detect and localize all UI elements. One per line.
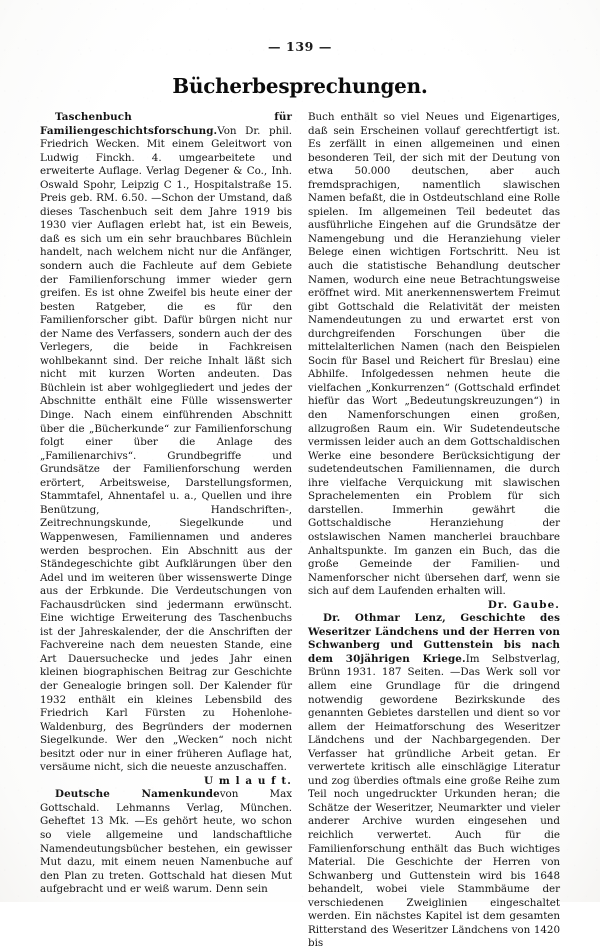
review-namenkunde-headword: Deutsche Namenkunde [55,788,220,801]
review-namenkunde-signature: Dr. Gaube. [487,598,560,611]
review-lenz-body: Das Werk soll vor allem eine Grundlage für die dringend notwendig gewordene Bezirkskunde des genannten Gebietes darstellen und dient so vor allem der Heimatforschung des Weseritzer Ländchens und der Nachbargegenden. Der Verfasser hat gründliche Arbeit getan. Er verwertete kritisch alle einschlägige Literatur und zog überdies oftmals eine große Reihe zum Teil noch ungedruckter Urkunden heran; die Schätze der Weseritzer, Neumarkter und vieler anderer Archive wurden eingesehen und reichlich verwertet. Auch für die Familienforschung enthält das Buch wichtiges Material. Die Geschichte der Herren von Schwanberg und Guttenstein wird bis 1648 behandelt, wobei viele Stammbäume der verschiedenen Zweiglinien eingeschaltet werden. Ein nächstes Kapitel ist dem gesamten Ritterstand des Weseritzer Ländchens von 1420 bis [308,666,560,950]
review-taschenbuch-body: Schon der Umstand, daß dieses Taschenbuch seit dem Jahre 1919 bis 1930 vier Auflagen erlebt hat, ist ein Beweis, daß es sich um ein sehr brauchbares Büchlein handelt, nach welchem nicht nur die Anfänger, sondern auch die Fachleute auf dem Gebiete der Familienforschung immer wieder gern greifen. Es ist ohne Zweifel bis heute einer der besten Ratgeber, die es für den Familienforscher gibt. Dafür bürgen nicht nur der Name des Verfassers, sondern auch der des Verlegers, die beide in Fachkreisen wohlbekannt sind. Der reiche Inhalt läßt sich nicht mit kurzen Worten andeuten. Das Büchlein ist aber wohlgegliedert und jedes der Abschnitte enthält eine Fülle wissenswerter Dinge. Nach einem einführenden Abschnitt über die „Bücherkunde“ zur Familienforschung folgt einer über die Anlage des „Familienarchivs“. Grundbegriffe und Grundsätze der Familienforschung werden erörtert, Arbeitsweise, Darstellungsformen, Stammtafel, Ahnentafel u. a., Quellen und ihre Benützung, Handschriften-, Zeitrechnungskunde, Siegelkunde und Wappenwesen, Familiennamen und anderes werden besprochen. Ein Abschnitt aus der Ständegeschichte gibt Aufklärungen über den Adel und im weiteren über wissenswerte Dinge aus der Erbkunde. Die Verdeutschungen von Fachausdrücken sind jedermann erwünscht. Eine wichtige Erweiterung des Taschenbuchs ist der Jahreskalender, der die Anschriften der Fachvereine nach dem neuesten Stande, eine Art Dauersuchecke und jedes Jahr einen kleinen biographischen Beitrag zur Geschichte der Genealogie bringen soll. Der Kalender für 1932 enthält ein kleines Lebensbild des Friedrich Karl Fürsten zu Hohenlohe-Waldenburg, des Begründers der modernen Siegelkunde. Wer den „Wecken“ noch nicht besitzt oder nur in einer früheren Auflage hat, versäume nicht, sich die neueste anzuschaffen. [40,192,292,774]
right-column [308,111,560,951]
review-namenkunde-continuation [308,111,560,599]
review-namenkunde-continuation-text: Buch enthält so viel Neues und Eigenartiges, daß sein Erscheinen vollauf gerechtfertigt ist. Es zerfällt in einen allgemeinen und einen besonderen Teil, der sich mit der Deutung von etwa 50.000 deutschen, aber auch fremdsprachigen, namentlich slawischen Namen befaßt, die in Ostdeutschland eine Rolle spielen. Im allgemeinen Teil bedeutet das ausführliche Eingehen auf die Grundsätze der Namengebung und die Heranziehung vieler Belege einen wichtigen Fortschritt. Neu ist auch die statistische Behandlung deutscher Namen, wodurch eine neue Betrachtungsweise eröffnet wird. Mit anerkennenswertem Freimut gibt Gottschald die Relativität der meisten Namendeutungen zu und erwartet erst von durchgreifenden Forschungen über die mittelalterlichen Namen (nach den Beispielen Socin für Basel und Reichert für Breslau) eine Abhilfe. Infolgedessen nehmen heute die vielfachen „Konkurrenzen“ (Gottschald erfindet hiefür das Wort „Bedeutungskreuzungen“) in den Namenforschungen einen großen, allzugroßen Raum ein. Wir Sudetendeutsche vermissen leider auch an dem Gottschaldischen Werke eine besondere Berücksichtigung der sudetendeutschen Familiennamen, die durch ihre vielfache Verquickung mit slawischen Sprachelementen ein Problem für sich darstellen. Immerhin gewährt die Gottschaldische Heranziehung der ostslawischen Namen mancherlei brauchbare Anhaltspunkte. Im ganzen ein Buch, das die große Gemeinde der Familien- und Namenforscher nicht übersehen darf, wenn sie sich auf dem Laufenden erhalten will. [308,111,560,598]
review-taschenbuch-opening [40,111,292,775]
review-taschenbuch-bibliographic: Von Dr. phil. Friedrich Wecken. Mit einem Geleitwort von Ludwig Finckh. 4. umgearbeitete und erweiterte Auflage. Verlag Degener & Co., Inh. Oswald Spohr, Leipzig C 1., Hospitalstraße 15. Preis geb. RM. 6.50. — [40,124,292,205]
page-title: Bücherbesprechungen. [172,74,428,98]
page-number-folio: — 139 — [268,39,332,54]
review-taschenbuch-headword: Taschenbuch für Familiengeschichtsforschung. [40,111,292,137]
review-namenkunde-bibliographic: von Max Gottschald. Lehmanns Verlag, München. Geheftet 13 Mk. — [40,788,292,828]
left-column [40,111,292,897]
review-lenz-bibliographic: Im Selbstverlag, Brünn 1931. 187 Seiten. — [308,652,561,679]
review-taschenbuch-signature: U m l a u f t. [204,774,292,787]
page-content [40,0,561,950]
review-namenkunde-opening [40,788,292,896]
review-namenkunde-body: Es gehört heute, wo schon so viele allgemeine und landschaftliche Namendeutungsbücher bestehen, ein gewisser Mut dazu, mit einem neuen Namenbuche auf den Plan zu treten. Gottschald hat diesen Mut aufgebracht und er weiß warum. Denn sein [40,815,292,896]
review-lenz-headword: Dr. Othmar Lenz, Geschichte des Weseritzer Ländchens und der Herren von Schwanberg und Guttenstein bis nach dem 30jährigen Kriege. [308,612,560,665]
two-column-body [40,111,560,951]
review-lenz-opening [308,612,560,951]
